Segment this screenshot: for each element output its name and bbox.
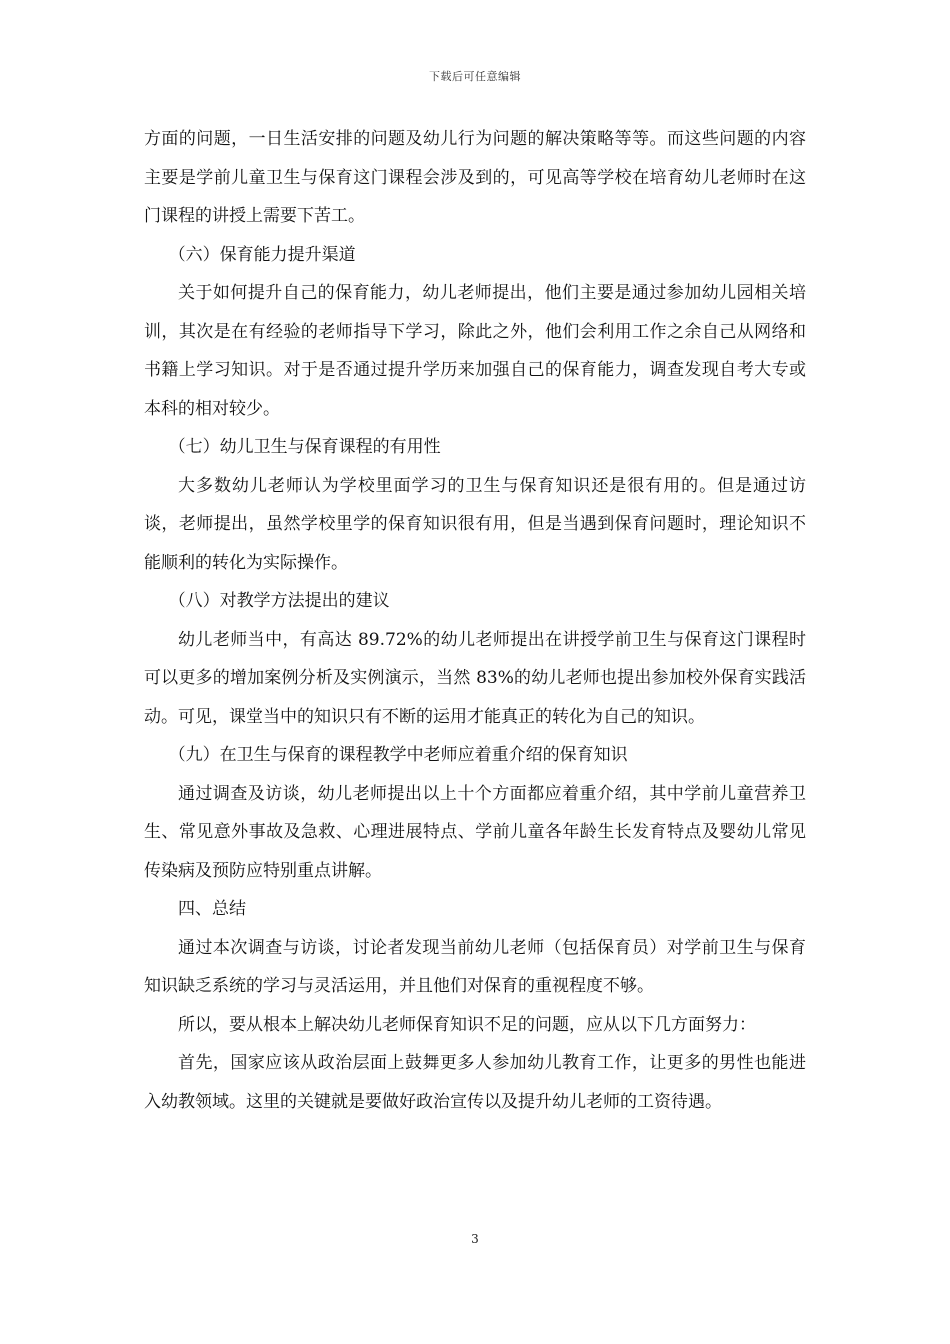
subheading-six: （六）保育能力提升渠道 xyxy=(168,244,356,265)
body-paragraph: 幼儿老师当中，有高达 89.72%的幼儿老师提出在讲授学前卫生与保育这门课程时可以更多的增加案例分析及实例演示，当然 83%的幼儿老师也提出参加校外保育实践活动。可见，课堂当中的知识只有不断的运用才能真正的转化为自己的知识。 xyxy=(144,629,806,727)
body-paragraph: 大多数幼儿老师认为学校里面学习的卫生与保育知识还是很有用的。但是通过访谈，老师提出，虽然学校里学的保育知识很有用，但是当遇到保育问题时，理论知识不能顺利的转化为实际操作。 xyxy=(144,475,806,573)
section-heading-summary: 四、总结 xyxy=(178,899,246,919)
page-header: 下载后可任意编辑 xyxy=(429,70,521,83)
subheading-nine: （九）在卫生与保育的课程教学中老师应着重介绍的保育知识 xyxy=(168,745,628,765)
page-number: 3 xyxy=(471,1232,479,1246)
body-paragraph: 所以，要从根本上解决幼儿老师保育知识不足的问题，应从以下几方面努力： xyxy=(178,1014,756,1035)
subheading-eight: （八）对教学方法提出的建议 xyxy=(168,591,390,611)
body-paragraph: 通过调查及访谈，幼儿老师提出以上十个方面都应着重介绍，其中学前儿童营养卫生、常见意外事故及急救、心理进展特点、学前儿童各年龄生长发育特点及婴幼儿常见传染病及预防应特别重点讲解。 xyxy=(144,783,806,881)
body-paragraph-continuation: 方面的问题，一日生活安排的问题及幼儿行为问题的解决策略等等。而这些问题的内容主要是学前儿童卫生与保育这门课程会涉及到的，可见高等学校在培育幼儿老师时在这门课程的讲授上需要下苦工。 xyxy=(144,129,806,226)
body-paragraph: 关于如何提升自己的保育能力，幼儿老师提出，他们主要是通过参加幼儿园相关培训，其次是在有经验的老师指导下学习，除此之外，他们会利用工作之余自己从网络和书籍上学习知识。对于是否通过提升学历来加强自己的保育能力，调查发现自考大专或本科的相对较少。 xyxy=(144,283,806,419)
document-body xyxy=(144,120,806,1121)
body-paragraph: 通过本次调查与访谈，讨论者发现当前幼儿老师（包括保育员）对学前卫生与保育知识缺乏系统的学习与灵活运用，并且他们对保育的重视程度不够。 xyxy=(144,937,806,996)
body-paragraph: 首先，国家应该从政治层面上鼓舞更多人参加幼儿教育工作，让更多的男性也能进入幼教领域。这里的关键就是要做好政治宣传以及提升幼儿老师的工资待遇。 xyxy=(144,1053,806,1112)
subheading-seven: （七）幼儿卫生与保育课程的有用性 xyxy=(168,437,441,457)
